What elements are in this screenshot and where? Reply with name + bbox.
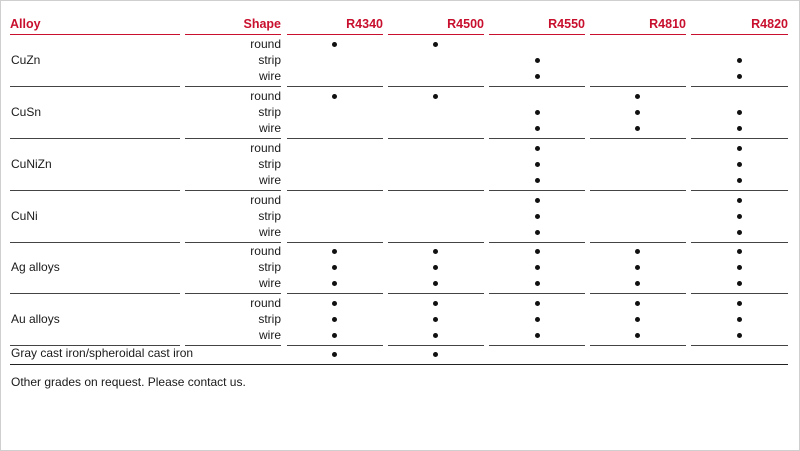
row-separator	[10, 293, 180, 294]
row-separator	[185, 293, 281, 294]
row-separator	[691, 242, 788, 243]
availability-dot	[535, 214, 540, 219]
row-separator	[10, 86, 180, 87]
shape-wire: wire	[258, 276, 281, 290]
row-separator	[489, 138, 585, 139]
availability-dot	[535, 230, 540, 235]
availability-dot	[433, 265, 438, 270]
row-separator	[287, 293, 383, 294]
header-shape-label: Shape	[243, 17, 281, 31]
availability-dot	[737, 110, 742, 115]
row-separator	[691, 138, 788, 139]
availability-dot	[737, 214, 742, 219]
availability-dot	[535, 301, 540, 306]
availability-dot	[737, 58, 742, 63]
shape-round: round	[250, 296, 281, 310]
alloy-group	[0, 141, 800, 193]
availability-dot	[332, 281, 337, 286]
row-separator	[287, 190, 383, 191]
availability-dot	[737, 301, 742, 306]
row-separator	[489, 190, 585, 191]
row-separator	[10, 138, 180, 139]
availability-dot	[535, 178, 540, 183]
table-bottom-rule	[10, 364, 788, 365]
availability-dot	[332, 265, 337, 270]
availability-dot	[433, 94, 438, 99]
availability-dot	[535, 126, 540, 131]
availability-dot	[635, 281, 640, 286]
header-grade-r4810	[590, 17, 686, 35]
header-grade-label: R4500	[447, 17, 484, 31]
availability-dot	[635, 317, 640, 322]
row-separator	[489, 242, 585, 243]
header-grade-r4340	[287, 17, 383, 35]
shape-strip: strip	[258, 312, 281, 326]
availability-dot	[737, 126, 742, 131]
footnote: Other grades on request. Please contact us.	[11, 375, 246, 389]
alloy-name: CuSn	[11, 105, 42, 119]
shape-wire: wire	[258, 69, 281, 83]
availability-dot	[332, 317, 337, 322]
shape-wire: wire	[258, 121, 281, 135]
header-alloy-label: Alloy	[10, 17, 41, 31]
availability-dot	[332, 42, 337, 47]
row-separator	[590, 293, 686, 294]
header-grade-r4500	[388, 17, 484, 35]
availability-dot	[433, 352, 438, 357]
header-grade-label: R4810	[649, 17, 686, 31]
row-separator	[185, 345, 281, 346]
row-separator	[185, 138, 281, 139]
header-grade-label: R4820	[751, 17, 788, 31]
availability-dot	[737, 265, 742, 270]
shape-round: round	[250, 244, 281, 258]
row-separator	[10, 190, 180, 191]
availability-dot	[737, 146, 742, 151]
shape-round: round	[250, 141, 281, 155]
availability-dot	[737, 74, 742, 79]
shape-wire: wire	[258, 173, 281, 187]
alloy-group	[0, 296, 800, 348]
availability-dot	[535, 265, 540, 270]
availability-dot	[737, 333, 742, 338]
table-header	[0, 0, 800, 36]
shape-wire: wire	[258, 328, 281, 342]
availability-dot	[433, 281, 438, 286]
row-separator	[590, 138, 686, 139]
availability-dot	[635, 126, 640, 131]
alloy-name: CuZn	[11, 53, 41, 67]
availability-dot	[332, 301, 337, 306]
row-separator	[185, 86, 281, 87]
row-separator	[287, 138, 383, 139]
row-separator	[10, 345, 180, 346]
header-grade-label: R4550	[548, 17, 585, 31]
availability-dot	[737, 249, 742, 254]
alloy-name: Ag alloys	[11, 260, 60, 274]
availability-dot	[433, 301, 438, 306]
row-separator	[287, 345, 383, 346]
availability-dot	[635, 265, 640, 270]
availability-dot	[535, 162, 540, 167]
availability-dot	[433, 42, 438, 47]
shape-strip: strip	[258, 209, 281, 223]
row-separator	[388, 242, 484, 243]
availability-dot	[635, 110, 640, 115]
availability-dot	[535, 249, 540, 254]
availability-dot	[433, 249, 438, 254]
header-grade-r4820	[691, 17, 788, 35]
alloy-name: Au alloys	[11, 312, 60, 326]
availability-dot	[737, 230, 742, 235]
alloy-group	[0, 37, 800, 89]
row-separator	[388, 86, 484, 87]
row-separator	[388, 138, 484, 139]
row-separator	[10, 242, 180, 243]
alloy-name: CuNi	[11, 209, 38, 223]
alloy-group	[0, 193, 800, 245]
availability-dot	[535, 198, 540, 203]
availability-dot	[332, 94, 337, 99]
row-separator	[590, 190, 686, 191]
availability-dot	[535, 58, 540, 63]
availability-dot	[332, 352, 337, 357]
shape-round: round	[250, 89, 281, 103]
row-separator	[185, 242, 281, 243]
row-separator	[590, 86, 686, 87]
availability-dot	[332, 249, 337, 254]
availability-dot	[737, 281, 742, 286]
row-separator	[590, 242, 686, 243]
shape-strip: strip	[258, 53, 281, 67]
header-alloy	[10, 17, 180, 35]
availability-dot	[535, 333, 540, 338]
row-separator	[388, 293, 484, 294]
shape-strip: strip	[258, 105, 281, 119]
availability-dot	[535, 281, 540, 286]
header-grade-label: R4340	[346, 17, 383, 31]
availability-dot	[635, 249, 640, 254]
availability-dot	[535, 146, 540, 151]
shape-strip: strip	[258, 260, 281, 274]
row-separator	[691, 190, 788, 191]
row-separator	[691, 345, 788, 346]
row-separator	[287, 86, 383, 87]
row-separator	[185, 190, 281, 191]
header-grade-r4550	[489, 17, 585, 35]
availability-dot	[433, 317, 438, 322]
availability-dot	[535, 110, 540, 115]
row-separator	[691, 86, 788, 87]
shape-round: round	[250, 37, 281, 51]
alloy-group	[0, 89, 800, 141]
availability-dot	[737, 198, 742, 203]
availability-dot	[737, 162, 742, 167]
availability-dot	[535, 317, 540, 322]
row-separator	[691, 293, 788, 294]
row-separator	[489, 345, 585, 346]
availability-dot	[737, 317, 742, 322]
availability-dot	[332, 333, 337, 338]
availability-dot	[433, 333, 438, 338]
row-separator	[489, 86, 585, 87]
availability-dot	[635, 333, 640, 338]
header-shape	[185, 17, 281, 35]
row-separator	[590, 345, 686, 346]
row-separator	[489, 293, 585, 294]
alloy-group	[0, 244, 800, 296]
shape-wire: wire	[258, 225, 281, 239]
alloy-name: CuNiZn	[11, 157, 52, 171]
availability-dot	[737, 178, 742, 183]
shape-strip: strip	[258, 157, 281, 171]
row-separator	[388, 190, 484, 191]
alloy-name: Gray cast iron/spheroidal cast iron	[11, 346, 194, 360]
availability-dot	[635, 94, 640, 99]
availability-dot	[635, 301, 640, 306]
availability-dot	[535, 74, 540, 79]
shape-round: round	[250, 193, 281, 207]
row-separator	[287, 242, 383, 243]
row-separator	[388, 345, 484, 346]
